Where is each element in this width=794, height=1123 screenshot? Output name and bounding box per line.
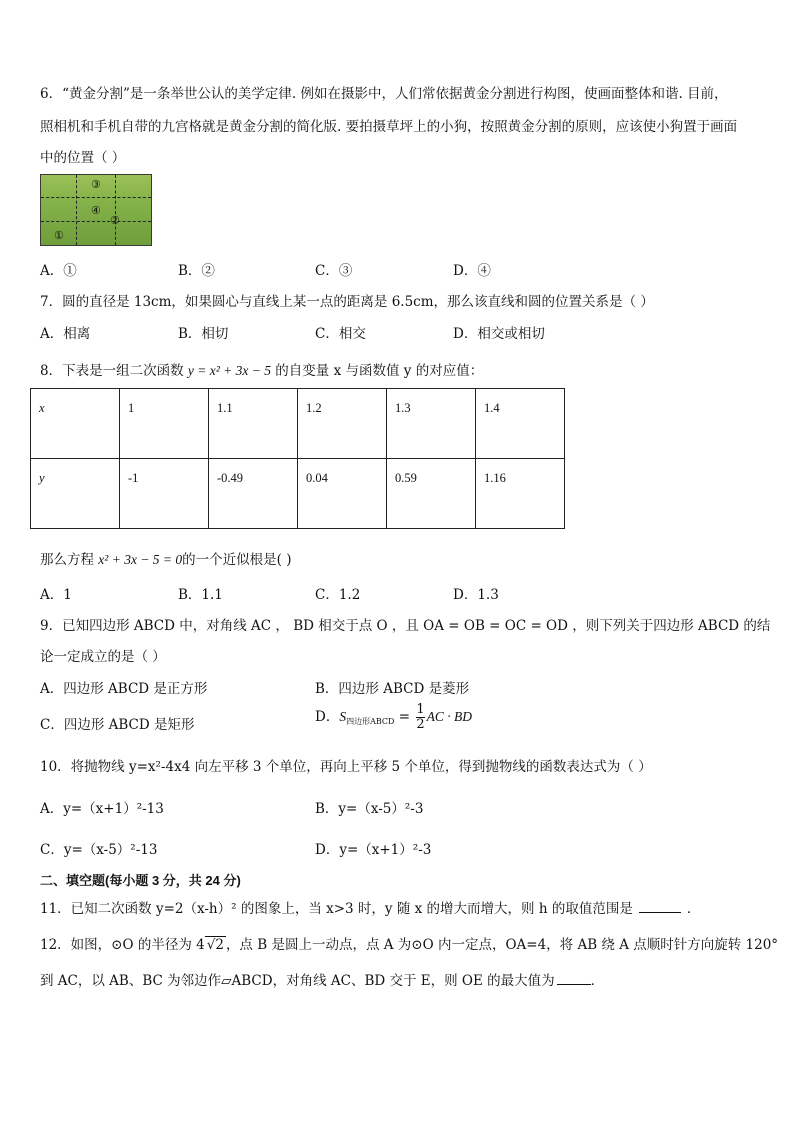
q9-option-b: B．四边形 ABCD 是菱形 [315,681,470,697]
fig-mark-4: ④ [91,204,101,217]
table-row [31,389,565,459]
q7-option-d: D．相交或相切 [453,326,545,342]
q7-option-a: A．相离 [40,326,91,342]
q8-option-d: D．1.3 [453,587,499,603]
q9-line1: 9．已知四边形 ABCD 中，对角线 AC ， BD 相交于点 O ，且 OA = OB = OC = OD ，则下列关于四边形 ABCD 的结 [40,618,771,634]
q6-line3: 中的位置（ ） [40,150,126,166]
q12-line2: 到 AC，以 AB、BC 为邻边作▱ABCD，对角线 AC、BD 交于 E，则 OE 的最大值为 ． [40,973,605,989]
q9-option-d: D．$S_{四边形ABCD}$ = $\frac{1}{2}$ AC · BD [315,702,472,732]
q6-line2: 照相机和手机自带的九宫格就是黄金分割的简化版. 要拍摄草坪上的小狗，按照黄金分割的原则，应该使小狗置于画面 [40,119,738,135]
table-cell: 1.16 [476,459,565,529]
q12-line1: 12．如图，⊙O 的半径为 4 √2 ，点 B 是圆上一动点，点 A 为⊙O 内一定点，OA=4，将 AB 绕 A 点顺时针方向旋转 120° [40,937,779,953]
q7-option-b: B．相切 [178,326,229,342]
q6-option-a: A．① [40,263,77,279]
table-row [31,459,565,529]
fig-mark-2: ② [110,214,120,227]
q10-option-d: D．y=（x+1）²-3 [315,842,432,858]
q6-option-d: D．④ [453,263,491,279]
q7-option-c: C．相交 [315,326,366,342]
q6-line1: 6．“黄金分割”是一条举世公认的美学定律. 例如在摄影中，人们常依据黄金分割进行构图，使画面整体和谐. 目前， [40,86,728,102]
section-heading-fill-blank: 二、填空题(每小题 3 分，共 24 分) [40,873,241,888]
q6-option-c: C．③ [315,263,353,279]
q10-option-b: B．y=（x-5）²-3 [315,801,424,817]
q9-option-c: C．四边形 ABCD 是矩形 [40,717,195,733]
q9-option-a: A．四边形 ABCD 是正方形 [40,681,208,697]
q10-option-c: C．y=（x-5）²-13 [40,842,158,858]
fig-mark-3: ③ [91,178,101,191]
q8-stem: 8．下表是一组二次函数 y = x² + 3x − 5 的自变量 x 与函数值 y 的对应值： [40,363,484,379]
q9-line2: 论一定成立的是（ ） [40,649,166,665]
lawn-grid-figure [40,174,152,246]
q6-option-b: B．② [178,263,215,279]
table-cell-y-label: y [31,459,120,529]
table-cell: 1.2 [298,389,387,459]
q8-equation: x² + 3x − 5 = 0 [98,552,183,567]
q8-option-a: A．1 [40,587,72,603]
table-cell: 0.04 [298,459,387,529]
table-cell: 1.3 [387,389,476,459]
fraction-one-half: $\frac{1}{2}$ [416,702,425,732]
q11-text: 11．已知二次函数 y=2（x-h）² 的图象上，当 x>3 时，y 随 x 的增大而增大，则 h 的取值范围是 ． [40,901,701,917]
table-cell: 1.4 [476,389,565,459]
table-cell: -1 [120,459,209,529]
table-cell-x-label: x [31,389,120,459]
table-cell: -0.49 [209,459,298,529]
sqrt-two: √2 [206,937,224,953]
q10-option-a: A．y=（x+1）²-13 [40,801,164,817]
q10-text: 10．将抛物线 y=x²-4x4 向左平移 3 个单位，再向上平移 5 个单位，得到抛物线的函数表达式为（ ） [40,759,652,775]
q8-option-c: C．1.2 [315,587,361,603]
table-cell: 0.59 [387,459,476,529]
answer-blank[interactable] [557,984,591,985]
table-cell: 1 [120,389,209,459]
answer-blank[interactable] [639,912,681,913]
q7-text: 7．圆的直径是 13cm，如果圆心与直线上某一点的距离是 6.5cm，那么该直线和圆的位置关系是（ ） [40,294,654,310]
q8-value-table [30,388,565,529]
q8-function: y = x² + 3x − 5 [187,363,271,378]
q8-followup: 那么方程 x² + 3x − 5 = 0的一个近似根是( ) [40,552,292,568]
table-cell: 1.1 [209,389,298,459]
fig-mark-1: ① [54,229,64,242]
q8-option-b: B．1.1 [178,587,223,603]
